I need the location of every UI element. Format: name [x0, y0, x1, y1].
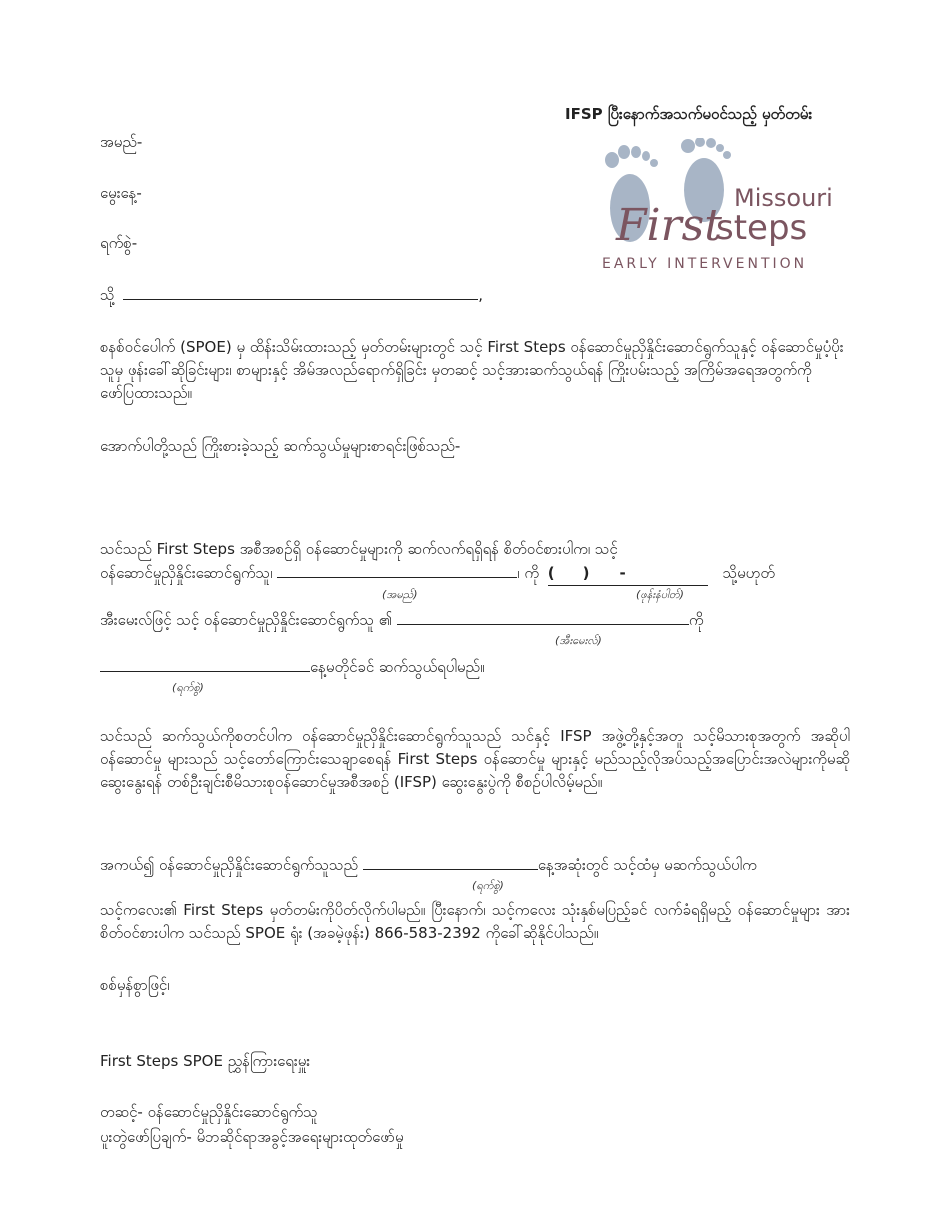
phone-open-paren: ( [547, 564, 555, 582]
closure-line1 [100, 854, 850, 877]
cc-line: တဆင့်- ဝန်ဆောင်မှုညှိနှိုင်းဆောင်ရွက်သူ [100, 1103, 318, 1121]
closure-date-blank [363, 855, 538, 870]
to-label: သို့ [100, 286, 115, 304]
intro-paragraph: စနစ်ဝင်ပေါက် (SPOE) မှ ထိန်းသိမ်းထားသည့် မှတ်တမ်းများတွင် သင့် First Steps ဝန်ဆောင်မှုညှိနှိုင်းဆောင်ရွက်သူနှင့် ဝန်ဆောင်မှုပံ့ပိုးသူမှ ဖုန်းခေါ်ဆိုခြင်းများ၊ စာများနှင့် အိမ်အလည်ရောက်ရှိခြင်း မှတဆင့် သင့်အားဆက်သွယ်ရန် ကြိုးပမ်းသည့် အကြိမ်အရေအတွက်ကို ဖော်ပြထားသည်။ [100, 338, 844, 402]
first-steps-logo [598, 138, 833, 273]
or-text: သို့မဟုတ် [722, 564, 775, 582]
coordinator-label: ဝန်ဆောင်မှုညှိနှိုင်းဆောင်ရွက်သူ၊ [100, 564, 273, 582]
to-suffix: , [478, 286, 484, 304]
to-text: ၊ ကို [517, 564, 540, 582]
deadline-text: နေ့မတိုင်ခင် ဆက်သွယ်ရပါမည်။ [310, 658, 485, 676]
signature: First Steps SPOE ညွှန်ကြားရေးမှူး [100, 1052, 311, 1070]
closure-text-b: နေ့အဆုံးတွင် သင့်ထံမှ မဆက်သွယ်ပါက [537, 856, 757, 874]
logo-tagline: EARLY INTERVENTION [602, 256, 808, 272]
coordinator-name-blank [277, 563, 517, 578]
email-suffix: ကို [688, 611, 704, 629]
phone-dash: - [619, 564, 626, 582]
attachment-line: ပူးတွဲဖော်ပြချက်- မိဘဆိုင်ရာအခွင့်အရေးများထုတ်ဖော်မှု [100, 1128, 404, 1146]
caption-closure-date: (ရက်စွဲ) [472, 879, 504, 892]
document-title: IFSP ပြီးနောက်အသက်မဝင်သည့် မှတ်တမ်း [565, 105, 813, 123]
closing: စစ်မှန်စွာဖြင့်၊ [100, 976, 170, 994]
continue-services-line4 [100, 656, 850, 679]
name-label: အမည်- [100, 133, 143, 151]
closure-text-a: အကယ်၍ ဝန်ဆောင်မှုညှိနှိုင်းဆောင်ရွက်သူသည် [100, 856, 359, 874]
logo-steps-text: steps [716, 208, 808, 248]
to-line [100, 285, 483, 308]
logo-missouri-text: Missouri [734, 184, 833, 212]
closure-paragraph: သင့်ကလေး၏ First Steps မှတ်တမ်းကိုပိတ်လိုက်ပါမည်။ ပြီးနောက်၊ သင့်ကလေး သုံးနှစ်မပြည့်ခင် လက်ခံရရှိမည့် ဝန်ဆောင်မှုများ အား စိတ်ဝင်စားပါက သင်သည် SPOE ရုံး (အခမဲ့ဖုန်း) 866-583-2392 ကိုခေါ်ဆိုနိုင်ပါသည်။ [100, 901, 850, 942]
caption-name: (အမည်) [382, 588, 418, 601]
continue-services-line2 [100, 562, 850, 586]
to-blank [123, 285, 478, 300]
contacts-intro: အောက်ပါတို့သည် ကြိုးစားခဲ့သည့် ဆက်သွယ်မှုများစာရင်းဖြစ်သည်- [100, 437, 461, 455]
phone-close-paren: ) [582, 564, 590, 582]
caption-phone: (ဖုန်းနံပါတ်) [636, 588, 684, 601]
phone-blank [548, 562, 708, 586]
date-label: ရက်စွဲ- [100, 234, 138, 252]
logo-first-text: First [616, 200, 722, 251]
deadline-date-blank [100, 657, 310, 672]
continue-services-line3 [100, 609, 850, 632]
ifsp-meeting-paragraph: သင်သည် ဆက်သွယ်ကိုစတင်ပါက ဝန်ဆောင်မှုညှိနှိုင်းဆောင်ရွက်သူသည် သင်နှင့် IFSP အဖွဲ့တို့နှင့်အတူ သင့်မိသားစုအတွက် အဆိုပါဝန်ဆောင်မှု များသည် သင့်တော်ကြောင်းသေချာစေရန် First Steps ဝန်ဆောင်မှု များနှင့် မည်သည့်လိုအပ်သည့်အပြောင်းအလဲများကိုမဆို ဆွေးနွေးရန် တစ်ဦးချင်းစီမိသားစုဝန်ဆောင်မှုအစီအစဉ် (IFSP) ဆွေးနွေးပွဲကို စီစဉ်ပါလိမ့်မည်။ [100, 727, 850, 791]
caption-date: (ရက်စွဲ) [172, 681, 204, 694]
email-blank [397, 610, 689, 625]
dob-label: မွေးနေ့- [100, 184, 142, 202]
continue-services-line1: သင်သည် First Steps အစီအစဉ်ရှိ ဝန်ဆောင်မှုများကို ဆက်လက်ရရှိရန် စိတ်ဝင်စားပါက၊ သင့် [100, 540, 618, 558]
caption-email: (အီးမေးလ်) [555, 634, 602, 647]
email-label: အီးမေးလ်ဖြင့် သင့် ဝန်ဆောင်မှုညှိနှိုင်းဆောင်ရွက်သူ ၏ [100, 611, 393, 629]
